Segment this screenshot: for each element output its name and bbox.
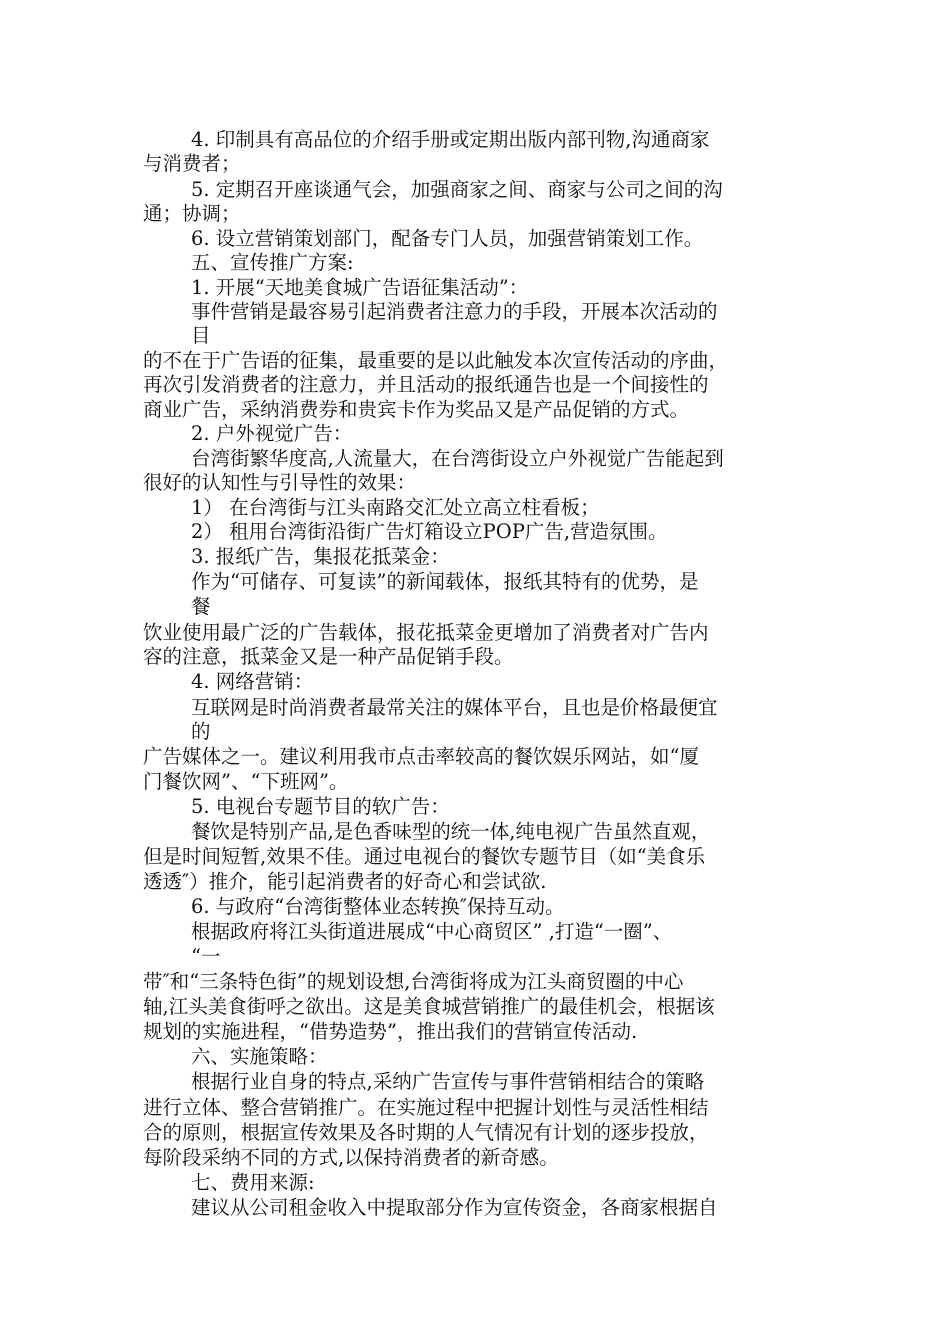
text-line: 很好的认知性与引导性的效果： (143, 471, 417, 494)
text-line: 作为“可储存、可复读”的新闻载体，报纸其特有的优势，是 (191, 570, 699, 593)
text-line: 事件营销是最容易引起消费者注意力的手段，开展本次活动的 (191, 300, 718, 323)
text-line: 进行立体、整合营销推广。在实施过程中把握计划性与灵活性相结 (143, 1096, 709, 1119)
text-line: 与消费者； (143, 152, 241, 175)
text-line: 1. 开展“天地美食城广告语征集活动”： (191, 276, 529, 299)
text-line: 1） 在台湾街与江头南路交汇处立高立柱看板； (191, 496, 600, 519)
text-line: 透透″）推介，能引起消费者的好奇心和尝试欲. (143, 870, 547, 893)
text-line: “一 (191, 945, 221, 968)
text-line: 5. 定期召开座谈通气会，加强商家之间、商家与公司之间的沟 (191, 178, 723, 201)
text-line: 的 (191, 720, 211, 743)
text-line: 4. 印制具有高品位的介绍手册或定期出版内部刊物,沟通商家 (191, 128, 710, 151)
text-line: 饮业使用最广泛的广告载体，报花抵菜金更增加了消费者对广告内 (143, 621, 709, 644)
text-line: 互联网是时尚消费者最常关注的媒体平台，且也是价格最便宜 (191, 696, 718, 719)
text-line: 容的注意，抵菜金又是一种产品促销手段。 (143, 645, 514, 668)
text-line: 轴,江头美食街呼之欲出。这是美食城营销推广的最佳机会，根据该 (143, 995, 715, 1018)
text-line: 合的原则，根据宣传效果及各时期的人气情况有计划的逐步投放， (143, 1121, 709, 1144)
text-line: 规划的实施进程，“借势造势”，推出我们的营销宣传活动. (143, 1020, 638, 1043)
text-line: 根据政府将江头街道进展成“中心商贸区” ,打造“一圈”、 (191, 920, 673, 943)
text-line: 根据行业自身的特点,采纳广告宣传与事件营销相结合的策略 (191, 1070, 705, 1093)
text-line: 带″和“三条特色街”的规划设想,台湾街将成为江头商贸圈的中心 (143, 970, 684, 993)
text-line: 再次引发消费者的注意力，并且活动的报纸通告也是一个间接性的 (143, 373, 709, 396)
text-line: 门餐饮网”、“下班网”。 (143, 770, 349, 793)
text-line: 4. 网络营销： (191, 670, 314, 693)
section-heading: 七、费用来源: (191, 1171, 315, 1194)
text-line: 目 (191, 324, 211, 347)
section-heading: 六、实施策略： (191, 1045, 328, 1068)
text-line: 广告媒体之一。建议利用我市点击率较高的餐饮娱乐网站，如“厦 (143, 745, 699, 768)
text-line: 建议从公司租金收入中提取部分作为宣传资金，各商家根据自 (191, 1196, 718, 1219)
section-heading: 五、宣传推广方案: (191, 251, 354, 274)
text-line: 餐 (191, 595, 211, 618)
text-line: 的不在于广告语的征集，最重要的是以此触发本次宣传活动的序曲， (143, 349, 729, 372)
text-line: 3. 报纸广告，集报花抵菜金： (191, 545, 450, 568)
text-line: 商业广告，采纳消费券和贵宾卡作为奖品又是产品促销的方式。 (143, 398, 690, 421)
text-line: 台湾街繁华度高,人流量大，在台湾街设立户外视觉广告能起到 (191, 447, 724, 470)
text-line: 每阶段采纳不同的方式,以保持消费者的新奇感。 (143, 1146, 559, 1169)
text-line: 2. 户外视觉广告： (191, 422, 353, 445)
text-line: 餐饮是特别产品,是色香味型的统一体,纯电视广告虽然直观， (191, 820, 711, 843)
text-line: 2） 租用台湾街沿街广告灯箱设立POP广告,营造氛围。 (191, 520, 668, 543)
text-line: 6. 设立营销策划部门，配备专门人员，加强营销策划工作。 (191, 227, 704, 250)
text-line: 但是时间短暂,效果不佳。通过电视台的餐饮专题节目（如“美食乐 (143, 845, 706, 868)
text-line: 6. 与政府“台湾街整体业态转换″保持互动。 (191, 895, 565, 918)
text-line: 5. 电视台专题节目的软广告： (191, 795, 450, 818)
text-line: 通；协调； (143, 202, 241, 225)
